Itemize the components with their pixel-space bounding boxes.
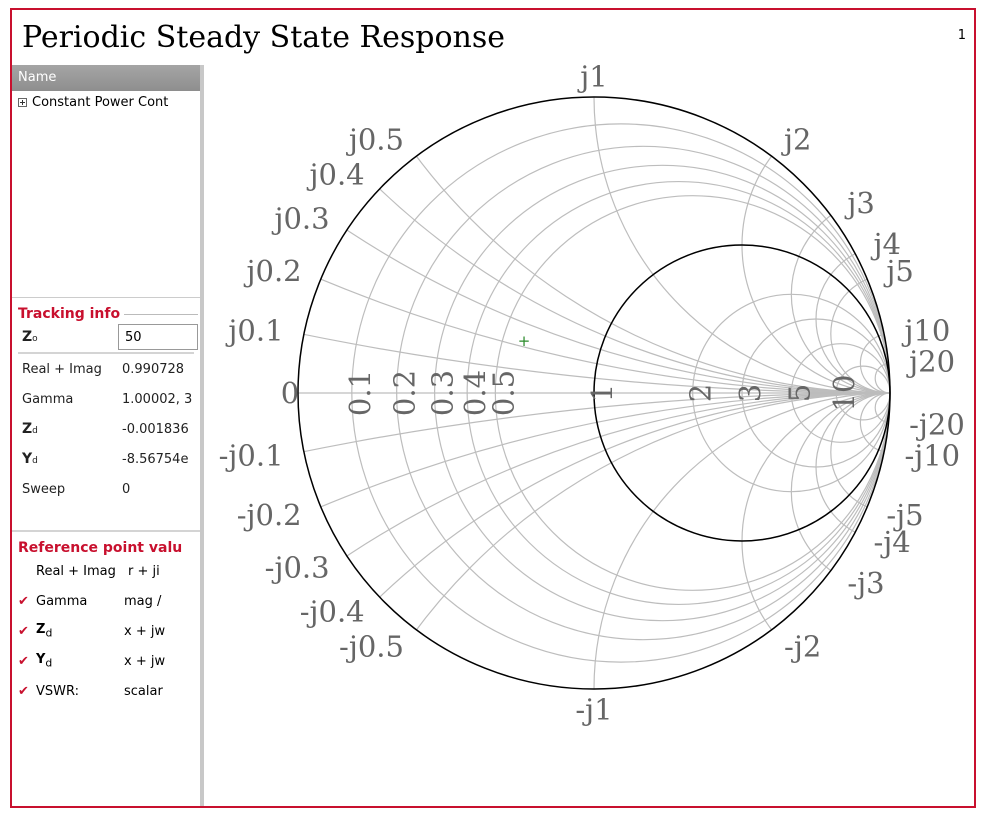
reference-row-zd[interactable]: ✔ $Z_d$ x + jw [18, 622, 166, 640]
resistance-tick-label: 2 [683, 383, 718, 403]
reactance-tick-label: j4 [873, 226, 901, 261]
expand-plus-icon[interactable] [18, 98, 27, 107]
reactance-tick-label: -j20 [909, 407, 965, 442]
tracking-row-zd: Zd -0.001836 [22, 421, 189, 437]
reactance-tick-label: -j2 [784, 629, 822, 664]
zo-row: Zo 50 [18, 322, 198, 352]
reactance-tick-label: -j10 [904, 438, 961, 473]
resistance-tick-label: 0.1 [342, 369, 377, 417]
reference-row-gamma[interactable]: ✔ Gamma mag / [18, 593, 162, 609]
tracking-info-title: Tracking info [18, 306, 198, 322]
resistance-tick-label: 5 [782, 383, 817, 403]
zo-input[interactable] [118, 324, 198, 350]
reactance-tick-label: -j1 [575, 692, 613, 727]
reactance-tick-label: j1 [580, 65, 608, 94]
reference-header-row: Real + Imag r + ji [36, 563, 160, 579]
reference-point-title: Reference point valu [18, 540, 183, 556]
reactance-tick-label: -j0.2 [236, 497, 302, 532]
resistance-tick-label: 0.3 [425, 369, 460, 417]
reactance-tick-label: -j0.4 [299, 594, 365, 629]
resistance-tick-label: 10 [827, 374, 862, 412]
page-number: 1 [957, 28, 966, 43]
reactance-tick-label: j10 [904, 313, 951, 348]
checkmark-icon[interactable]: ✔ [18, 593, 29, 609]
reactance-tick-label: -j4 [873, 525, 911, 560]
tracking-row-yd: Yd -8.56754e [22, 451, 189, 467]
reference-row-vswr[interactable]: ✔ VSWR: scalar [18, 683, 163, 699]
checkmark-icon[interactable]: ✔ [18, 683, 29, 699]
tracking-info-section [12, 306, 204, 504]
resistance-tick-label: 0.4 [458, 369, 493, 417]
resistance-tick-label: 3 [733, 383, 767, 403]
resistance-tick-label: 1 [585, 383, 619, 403]
reactance-tick-label: j0.3 [274, 201, 330, 236]
resistance-tick-label: 0 [280, 376, 300, 410]
tracking-row-gamma: Gamma 1.00002, 3 [22, 391, 193, 407]
page-title: Periodic Steady State Response [22, 20, 505, 55]
tracking-marker[interactable]: + [517, 332, 531, 350]
reference-point-section [12, 540, 204, 706]
checkmark-icon[interactable]: ✔ [18, 653, 29, 669]
left-panel-scrollbar[interactable] [200, 65, 204, 806]
tree-item-label: Constant Power Cont [32, 94, 169, 110]
tree-view [12, 65, 204, 298]
reactance-tick-label: j0.4 [309, 157, 365, 192]
resistance-tick-label: 0.2 [387, 369, 422, 417]
tracking-row-sweep: Sweep 0 [22, 481, 131, 497]
reactance-tick-label: -j5 [886, 497, 924, 532]
smith-chart-canvas[interactable] [212, 65, 972, 805]
reactance-tick-label: j3 [847, 185, 875, 220]
reactance-tick-label: j0.5 [348, 122, 404, 157]
reactance-tick-label: j0.1 [228, 313, 284, 348]
reactance-tick-label: -j0.5 [339, 629, 404, 664]
tree-item-constant-power[interactable] [12, 91, 204, 113]
reactance-tick-label: -j0.1 [218, 438, 284, 473]
reactance-tick-label: -j0.3 [264, 550, 330, 585]
reference-row-yd[interactable]: ✔ $Y_d$ x + jw [18, 652, 166, 670]
resistance-tick-label: 0.5 [486, 369, 521, 417]
reactance-tick-label: -j3 [847, 566, 885, 601]
smith-chart[interactable] [212, 65, 972, 805]
reactance-tick-label: j5 [886, 254, 914, 289]
plot-window [10, 8, 976, 808]
left-panel [12, 65, 204, 806]
divider [12, 530, 200, 532]
reactance-tick-label: j20 [909, 344, 956, 379]
checkmark-icon[interactable]: ✔ [18, 623, 29, 639]
reactance-tick-label: j2 [784, 122, 812, 157]
tracking-row-real-imag: Real + Imag 0.990728 [22, 361, 185, 377]
tree-header-name[interactable]: Name [12, 65, 204, 91]
reactance-tick-label: j0.2 [246, 254, 302, 289]
